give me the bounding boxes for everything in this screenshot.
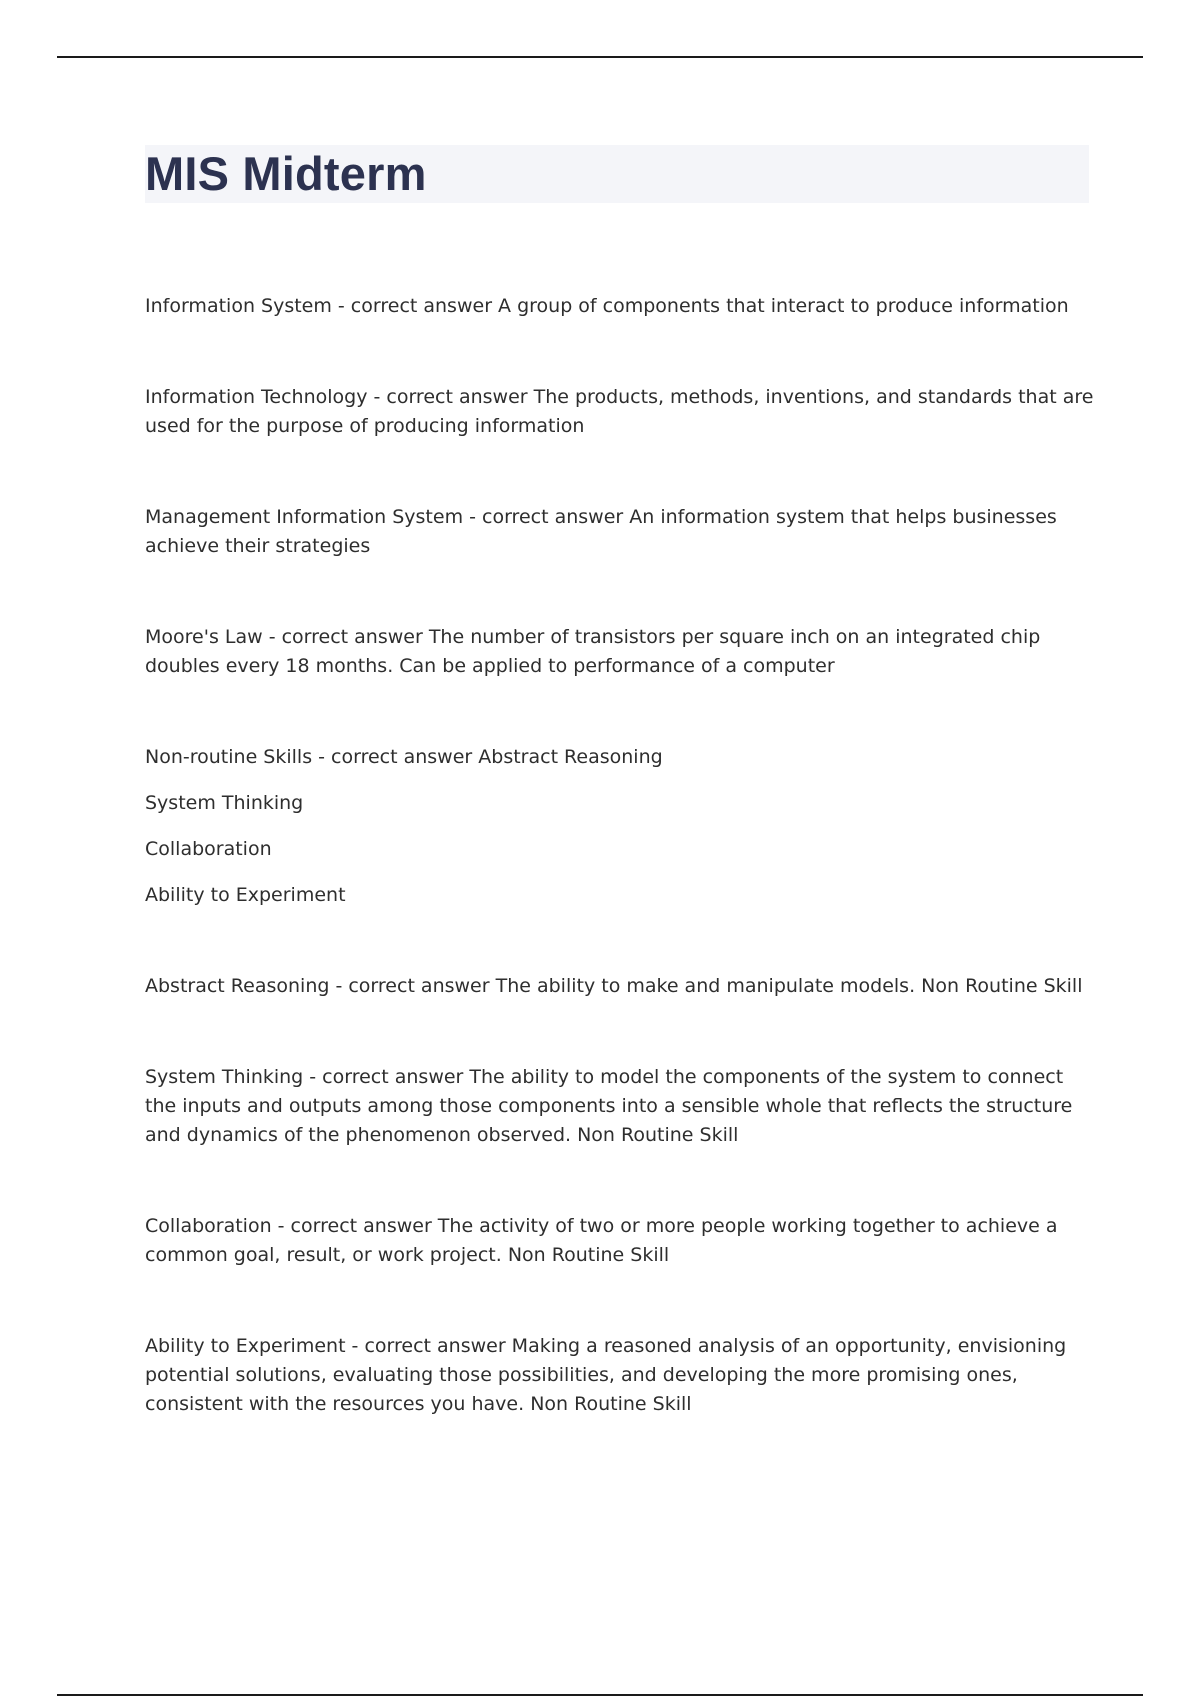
header-divider — [57, 56, 1143, 58]
flashcard-entry: Information Technology - correct answer The products, methods, inventions, and standards that are used for the purpose of producing information — [145, 386, 1094, 437]
flashcard-entry: Non-routine Skills - correct answer Abstract Reasoning — [145, 746, 663, 768]
document-title: MIS Midterm — [145, 147, 427, 200]
flashcard-entry: Collaboration - correct answer The activity of two or more people working together to achieve a common goal, result, or work project. Non Routine Skill — [145, 1215, 1058, 1266]
flashcard-entry: Ability to Experiment - correct answer Making a reasoned analysis of an opportunity, envisioning potential solutions, evaluating those possibilities, and developing the more promising ones, consistent with the resources you have. Non Routine Skill — [145, 1335, 1067, 1415]
flashcard-entry: Information System - correct answer A group of components that interact to produce information — [145, 295, 1069, 317]
flashcard-answer-line: Ability to Experiment — [145, 884, 346, 906]
flashcard-entry: Moore's Law - correct answer The number of transistors per square inch on an integrated chip doubles every 18 months. Can be applied to performance of a computer — [145, 626, 1041, 677]
flashcard-list — [145, 292, 1100, 1481]
flashcard-answer-line: Collaboration — [145, 838, 272, 860]
flashcard-answer-line: System Thinking — [145, 792, 304, 814]
flashcard-entry: Abstract Reasoning - correct answer The ability to make and manipulate models. Non Routine Skill — [145, 975, 1083, 997]
flashcard-entry: System Thinking - correct answer The ability to model the components of the system to connect the inputs and outputs among those components into a sensible whole that reflects the structure and dynamics of the phenomenon observed. Non Routine Skill — [145, 1066, 1073, 1146]
flashcard-entry-multiline — [145, 743, 1100, 910]
footer-divider — [57, 1694, 1143, 1696]
flashcard-entry: Management Information System - correct answer An information system that helps businesses achieve their strategies — [145, 506, 1057, 557]
